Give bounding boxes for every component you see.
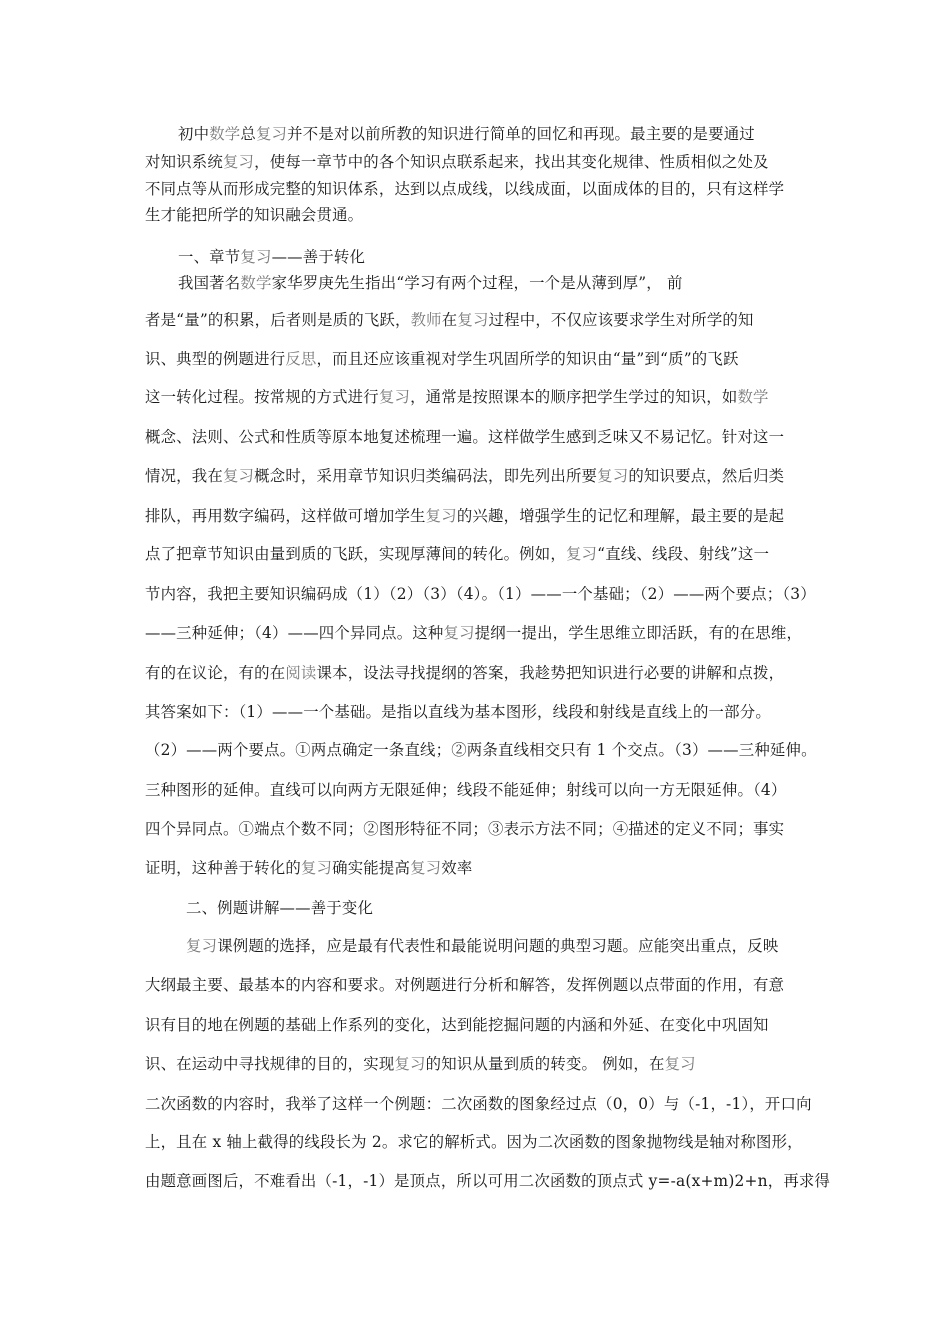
- keyword-link: 复习: [565, 545, 598, 563]
- paragraph-line: [145, 1013, 769, 1035]
- text-run: 三种图形的延伸。直线可以向两方无限延伸；线段不能延伸；射线可以向一方无限延伸。（4）: [145, 781, 787, 799]
- paragraph-line: [145, 504, 784, 526]
- text-run: “直线、线段、射线”这一: [597, 545, 770, 563]
- text-run: 概念时，采用章节知识归类编码法，即先列出所要: [254, 467, 598, 485]
- text-run: ——善于转化: [271, 248, 366, 266]
- keyword-link: 数学: [240, 274, 272, 292]
- paragraph-line: [145, 856, 472, 878]
- text-run: 识有目的地在例题的基础上作系列的变化，达到能挖掘问题的内涵和外延、在变化中巩固知: [145, 1016, 769, 1034]
- section-heading: [178, 245, 365, 267]
- paragraph-line: [145, 347, 739, 369]
- text-run: ——三种延伸；（4）——四个异同点。这种: [145, 624, 444, 642]
- keyword-link: 复习: [664, 1055, 696, 1073]
- keyword-link: 复习: [443, 624, 475, 642]
- keyword-link: 复习: [597, 467, 629, 485]
- paragraph-line: [145, 308, 754, 330]
- text-run: 由题意画图后，不难看出（-1，-1）是顶点，所以可用二次函数的顶点式 y=-a(x+m)2+n，再求得: [145, 1172, 831, 1190]
- paragraph-line: [145, 1169, 830, 1191]
- paragraph-line: [145, 778, 787, 800]
- text-run: 家华罗庚先生指出“学习有两个过程，一个是从薄到厚”， 前: [271, 274, 683, 292]
- text-run: ，而且还应该重视对学生巩固所学的知识由“量”到“质”的飞跃: [316, 350, 739, 368]
- keyword-link: 复习: [394, 1055, 426, 1073]
- text-run: 证明，这种善于转化的: [145, 859, 301, 877]
- keyword-link: 阅读: [285, 664, 317, 682]
- text-run: 四个异同点。①端点个数不同；②图形特征不同；③表示方法不同；④描述的定义不同；事实: [145, 820, 785, 838]
- keyword-link: 数学: [209, 125, 241, 143]
- paragraph-line: [145, 464, 784, 486]
- paragraph-line: [178, 271, 683, 293]
- text-run: 过程中，不仅应该要求学生对所学的知: [488, 311, 754, 329]
- text-run: 我国著名: [178, 274, 241, 292]
- text-run: 二、例题讲解——善于变化: [186, 899, 374, 917]
- text-run: 课本，设法寻找提纲的答案，我趁势把知识进行必要的讲解和点拨，: [316, 664, 785, 682]
- paragraph-line: [145, 385, 769, 407]
- intro-line: [178, 122, 755, 144]
- paragraph-line: [145, 700, 771, 722]
- text-run: 的知识从量到质的转变。 例如，在: [425, 1055, 665, 1073]
- paragraph-line: [145, 1052, 696, 1074]
- paragraph-line: [145, 621, 802, 643]
- text-run: 者是“量”的积累，后者则是质的飞跃，: [145, 311, 411, 329]
- keyword-link: 复习: [255, 125, 288, 143]
- paragraph-line: [145, 1092, 812, 1114]
- intro-line: [145, 177, 784, 199]
- paragraph-line: [145, 1130, 803, 1152]
- text-run: 课例题的选择，应是最有代表性和最能说明问题的典型习题。应能突出重点，反映: [217, 937, 779, 955]
- paragraph-line: [145, 582, 816, 604]
- text-run: 提纲一提出，学生思维立即活跃，有的在思维，: [474, 624, 803, 642]
- keyword-link: 数学: [737, 388, 769, 406]
- keyword-link: 复习: [410, 859, 442, 877]
- keyword-link: 复习: [425, 507, 457, 525]
- text-run: 点了把章节知识由量到质的飞跃，实现厚薄间的转化。例如，: [145, 545, 566, 563]
- intro-line: [145, 150, 769, 172]
- keyword-link: 复习: [222, 467, 255, 485]
- text-run: 排队，再用数字编码，这样做可增加学生: [145, 507, 426, 525]
- text-run: 概念、法则、公式和性质等原本地复述梳理一遍。这样做学生感到乏味又不易记忆。针对这一: [145, 428, 785, 446]
- text-run: 的知识要点，然后归类: [628, 467, 785, 485]
- text-run: 二次函数的内容时，我举了这样一个例题：二次函数的图象经过点（0，0）与（-1，-1），开口向: [145, 1095, 812, 1113]
- keyword-link: 复习: [240, 248, 272, 266]
- text-run: 情况，我在: [145, 467, 223, 485]
- keyword-link: 复习: [222, 153, 255, 171]
- text-run: 有的在议论，有的在: [145, 664, 286, 682]
- text-run: 效率: [441, 859, 473, 877]
- paragraph-line: [145, 738, 817, 760]
- paragraph-line: [145, 817, 784, 839]
- section-heading: [186, 896, 373, 918]
- text-run: 对知识系统: [145, 153, 223, 171]
- text-run: 识、在运动中寻找规律的目的，实现: [145, 1055, 395, 1073]
- keyword-link: 复习: [300, 859, 333, 877]
- text-run: 并不是对以前所教的知识进行简单的回忆和再现。最主要的是要通过: [287, 125, 755, 143]
- text-run: 在: [441, 311, 458, 329]
- keyword-link: 教师: [410, 311, 442, 329]
- text-run: （2）——两个要点。①两点确定一条直线；②两条直线相交只有 1 个交点。（3）——三种延伸。: [145, 741, 817, 759]
- keyword-link: 复习: [378, 388, 411, 406]
- keyword-link: 反思: [285, 350, 317, 368]
- keyword-link: 复习: [186, 937, 218, 955]
- keyword-link: 复习: [457, 311, 489, 329]
- text-run: ，通常是按照课本的顺序把学生学过的知识，如: [410, 388, 738, 406]
- text-run: 上，且在 x 轴上截得的线段长为 2。求它的解析式。因为二次函数的图象抛物线是轴对称图形，: [145, 1133, 803, 1151]
- text-run: 其答案如下：（1）——一个基础。是指以直线为基本图形，线段和射线是直线上的一部分。: [145, 703, 771, 721]
- text-run: 不同点等从而形成完整的知识体系，达到以点成线，以线成面，以面成体的目的，只有这样学: [145, 180, 785, 198]
- paragraph-line: [186, 934, 778, 956]
- text-run: ，使每一章节中的各个知识点联系起来，找出其变化规律、性质相似之处及: [254, 153, 769, 171]
- text-run: 总: [240, 125, 256, 143]
- intro-line: [145, 203, 363, 225]
- text-run: 生才能把所学的知识融会贯通。: [145, 206, 364, 224]
- text-run: 节内容，我把主要知识编码成（1）（2）（3）（4）。（1）——一个基础；（2）——两个要点；（3）: [145, 585, 816, 603]
- text-run: 一、章节: [178, 248, 241, 266]
- paragraph-line: [145, 425, 784, 447]
- paragraph-line: [145, 542, 769, 564]
- paragraph-line: [145, 661, 784, 683]
- text-run: 大纲最主要、最基本的内容和要求。对例题进行分析和解答，发挥例题以点带面的作用，有意: [145, 976, 785, 994]
- text-run: 这一转化过程。按常规的方式进行: [145, 388, 379, 406]
- text-run: 初中: [178, 125, 210, 143]
- text-run: 识、典型的例题进行: [145, 350, 286, 368]
- text-run: 的兴趣，增强学生的记忆和理解，最主要的是起: [456, 507, 785, 525]
- paragraph-line: [145, 973, 784, 995]
- text-run: 确实能提高: [332, 859, 411, 877]
